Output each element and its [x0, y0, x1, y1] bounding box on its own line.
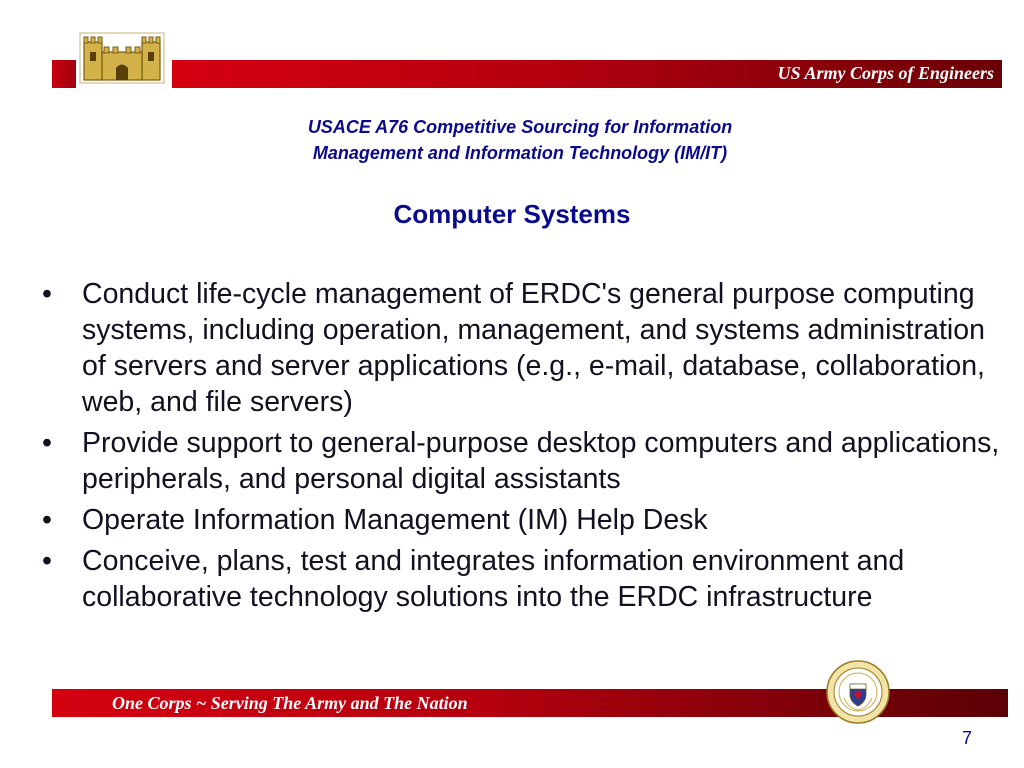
bullet-marker: • — [42, 427, 52, 459]
bullet-item — [40, 276, 1000, 420]
bullet-marker: • — [42, 545, 52, 577]
bullet-text: Conduct life-cycle management of ERDC's general purpose computing systems, including operation, management, and systems administration of servers and server applications (e.g., e-mail, database, collaboration, web, and file servers) — [82, 278, 985, 418]
footer-motto: One Corps ~ Serving The Army and The Nation — [112, 693, 468, 713]
bullet-text: Provide support to general-purpose desktop computers and applications, peripherals, and personal digital assistants — [82, 427, 1000, 495]
bullet-text: Operate Information Management (IM) Help Desk — [82, 504, 708, 536]
organization-name: US Army Corps of Engineers — [777, 63, 994, 83]
slide-subtitle — [200, 114, 840, 166]
header-bar — [172, 60, 1002, 88]
bullet-text: Conceive, plans, test and integrates information environment and collaborative technology solutions into the ERDC infrastructure — [82, 545, 905, 613]
bullet-item — [40, 543, 1000, 615]
army-seal-icon — [826, 660, 890, 724]
bullet-marker: • — [42, 504, 52, 536]
bullet-item — [40, 425, 1000, 497]
subtitle-line-2: Management and Information Technology (IM/IT) — [312, 143, 728, 163]
subtitle-line-1: USACE A76 Competitive Sourcing for Information — [307, 117, 733, 137]
bullet-list — [40, 276, 1000, 620]
bullet-marker: • — [42, 278, 52, 310]
bullet-item — [40, 502, 1000, 538]
castle-icon — [78, 28, 166, 84]
slide-title: Computer Systems — [393, 199, 631, 229]
page-number: 7 — [961, 728, 972, 748]
header-bar-left-segment — [52, 60, 76, 88]
